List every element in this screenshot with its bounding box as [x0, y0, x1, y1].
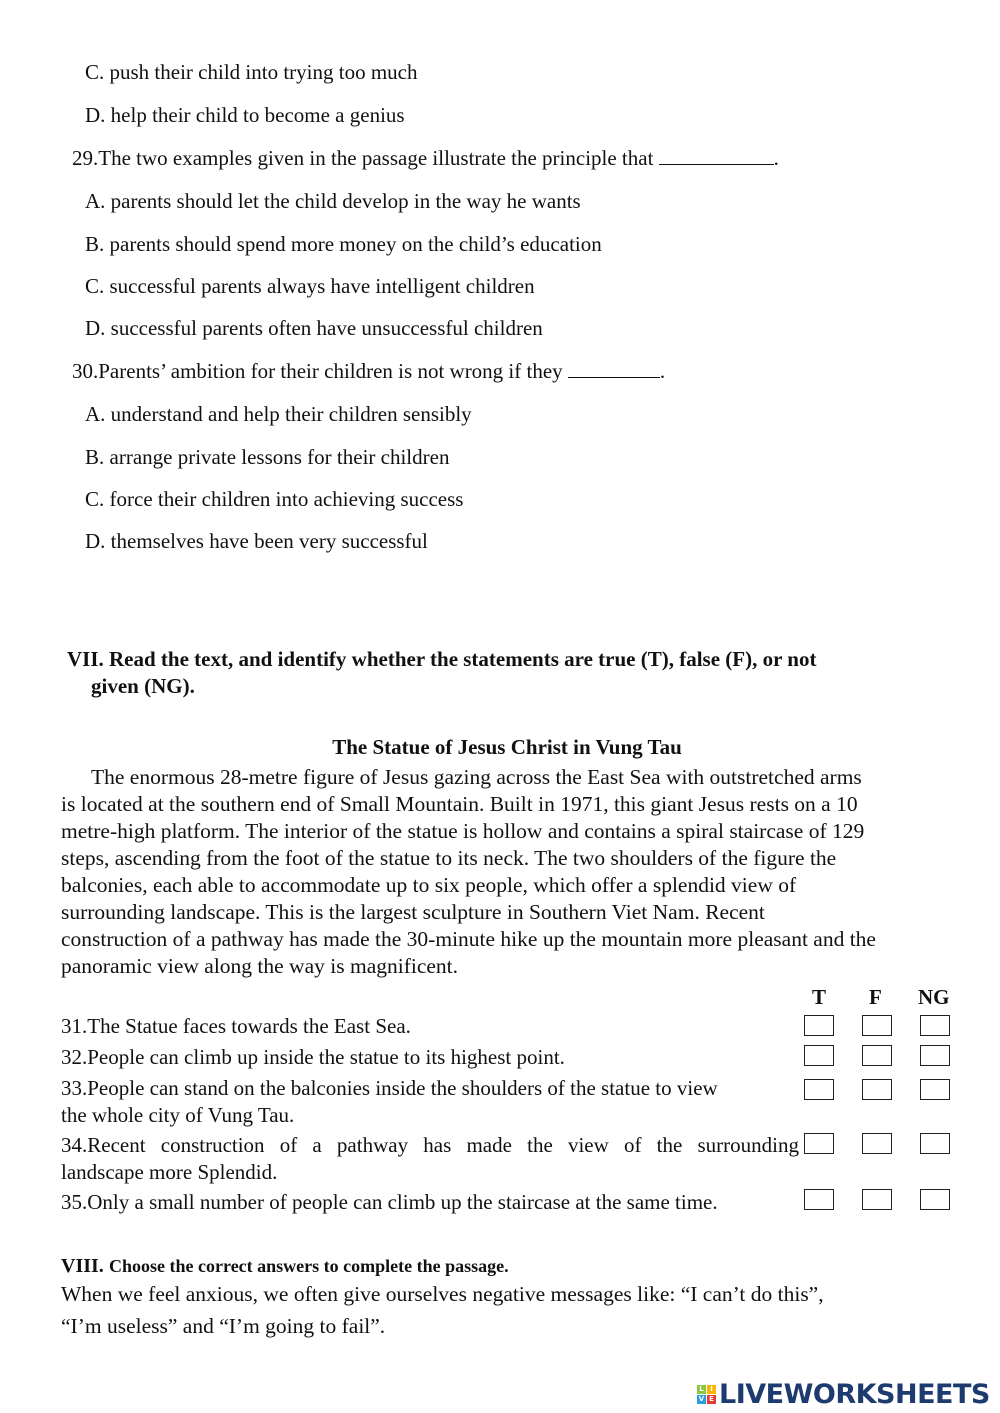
q30-option-b: B. arrange private lessons for their children — [85, 445, 450, 469]
logo-tile: E — [707, 1395, 716, 1404]
section8-heading-text: Choose the correct answers to complete the passage. — [109, 1256, 509, 1276]
column-header-ng: NG — [918, 985, 950, 1009]
checkbox-34-ng[interactable] — [920, 1133, 950, 1154]
liveworksheets-logo — [697, 1379, 990, 1410]
statement-33: 33.People can stand on the balconies inside the shoulders of the statue to view — [61, 1076, 718, 1100]
passage-line: surrounding landscape. This is the largest sculpture in Southern Viet Nam. Recent — [61, 900, 765, 924]
checkbox-34-f[interactable] — [862, 1133, 892, 1154]
q30-end: . — [659, 359, 666, 383]
passage-line: steps, ascending from the foot of the statue to its neck. The two shoulders of the figure the — [61, 846, 837, 870]
statement-35: 35.Only a small number of people can climb up the staircase at the same time. — [61, 1190, 718, 1214]
passage-line: The enormous 28-metre figure of Jesus gazing across the East Sea with outstretched arms — [91, 765, 862, 789]
statement-32: 32.People can climb up inside the statue to its highest point. — [61, 1045, 565, 1069]
statement-31: 31.The Statue faces towards the East Sea. — [61, 1014, 411, 1038]
checkbox-32-f[interactable] — [862, 1045, 892, 1066]
q29-stem-text: 29.The two examples given in the passage illustrate the principle that — [72, 146, 654, 170]
statement-34: 34.Recent construction of a pathway has made the view of the surrounding — [61, 1133, 799, 1157]
logo-text: LIVEWORKSHEETS — [719, 1379, 990, 1410]
passage-line: balconies, each able to accommodate up to six people, which offer a splendid view of — [61, 873, 797, 897]
q29-option-d: D. successful parents often have unsuccessful children — [85, 316, 543, 340]
section8-line: When we feel anxious, we often give ourselves negative messages like: “I can’t do this”, — [61, 1282, 824, 1306]
q30-stem — [72, 359, 665, 383]
logo-tile: I — [707, 1385, 716, 1394]
checkbox-32-ng[interactable] — [920, 1045, 950, 1066]
passage-line: construction of a pathway has made the 30-minute hike up the mountain more pleasant and the — [61, 927, 876, 951]
q30-option-d: D. themselves have been very successful — [85, 529, 428, 553]
checkbox-33-f[interactable] — [862, 1079, 892, 1100]
statement-34-cont: landscape more Splendid. — [61, 1160, 278, 1184]
passage-line: panoramic view along the way is magnificent. — [61, 954, 459, 978]
section8-line: “I’m useless” and “I’m going to fail”. — [61, 1314, 386, 1338]
q28-option-d: D. help their child to become a genius — [85, 103, 405, 127]
passage-line: is located at the southern end of Small Mountain. Built in 1971, this giant Jesus rests on a 10 — [61, 792, 858, 816]
q29-option-c: C. successful parents always have intelligent children — [85, 274, 535, 298]
q29-option-a: A. parents should let the child develop in the way he wants — [85, 189, 581, 213]
q30-option-c: C. force their children into achieving success — [85, 487, 464, 511]
q28-option-c: C. push their child into trying too much — [85, 60, 418, 84]
q29-stem — [72, 146, 779, 170]
answer-blank — [659, 146, 774, 165]
logo-tile: L — [697, 1385, 706, 1394]
q30-option-a: A. understand and help their children sensibly — [85, 402, 472, 426]
checkbox-32-t[interactable] — [804, 1045, 834, 1066]
q30-stem-text: 30.Parents’ ambition for their children is not wrong if they — [72, 359, 563, 383]
q29-option-b: B. parents should spend more money on the child’s education — [85, 232, 602, 256]
section7-heading-cont: given (NG). — [91, 674, 195, 698]
section8-heading — [61, 1253, 509, 1278]
answer-blank — [568, 359, 660, 378]
column-header-t: T — [812, 985, 827, 1009]
checkbox-33-ng[interactable] — [920, 1079, 950, 1100]
checkbox-31-t[interactable] — [804, 1015, 834, 1036]
checkbox-34-t[interactable] — [804, 1133, 834, 1154]
passage-line: metre-high platform. The interior of the statue is hollow and contains a spiral staircase of 129 — [61, 819, 865, 843]
statement-33-cont: the whole city of Vung Tau. — [61, 1103, 295, 1127]
section8-number: VIII. — [61, 1255, 104, 1277]
column-header-f: F — [869, 985, 882, 1009]
checkbox-31-f[interactable] — [862, 1015, 892, 1036]
q29-end: . — [773, 146, 779, 170]
checkbox-33-t[interactable] — [804, 1079, 834, 1100]
passage-title: The Statue of Jesus Christ in Vung Tau — [332, 735, 682, 759]
logo-tile: V — [698, 1395, 705, 1403]
checkbox-35-f[interactable] — [862, 1189, 892, 1210]
logo-tiles-icon — [697, 1385, 716, 1404]
checkbox-31-ng[interactable] — [920, 1015, 950, 1036]
checkbox-35-ng[interactable] — [920, 1189, 950, 1210]
section7-heading: VII. Read the text, and identify whether the statements are true (T), false (F), or not — [67, 647, 817, 671]
checkbox-35-t[interactable] — [804, 1189, 834, 1210]
